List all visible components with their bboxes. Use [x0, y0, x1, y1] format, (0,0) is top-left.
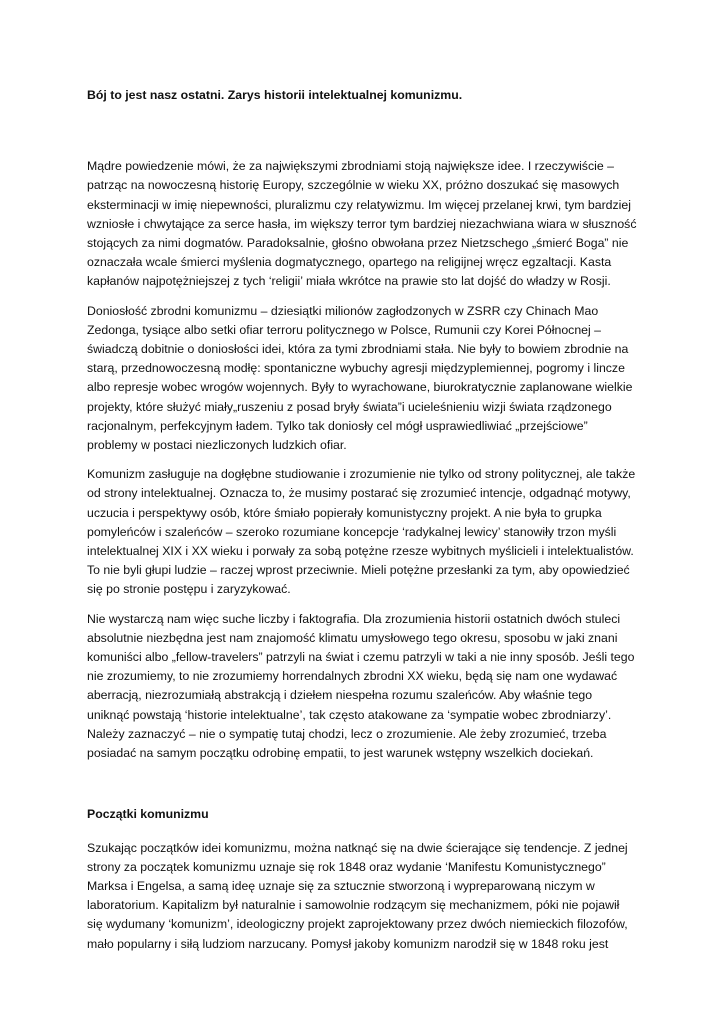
- paragraph-intro-4: Nie wystarczą nam więc suche liczby i faktografia. Dla zrozumienia historii ostatnich dwóch stuleci absolutnie niezbędna jest nam znajomość klimatu umysłowego tego okresu, sposobu w jaki znani komuniści albo „fellow-travelers” patrzyli na świat i czemu patrzyli w taki a nie inny sposób. Jeśli tego nie zrozumiemy, to nie zrozumiemy horrendalnych zbrodni XX wieku, będą się nam one wydawać aberracją, niezrozumiałą abstrakcją i dziełem niespełna rozumu szaleńców. Aby właśnie tego uniknąć powstają ‘historie intelektualne’, tak często atakowane za ‘sympatie wobec zbrodniarzy’. Należy zaznaczyć – nie o sympatię tutaj chodzi, lecz o zrozumienie. Ale żeby zrozumieć, trzeba posiadać na samym początku odrobinę empatii, to jest warunek wstępny wszelkich dociekań.: [87, 611, 635, 761]
- spacer: [87, 455, 637, 465]
- spacer: [87, 763, 637, 805]
- spacer: [87, 600, 637, 610]
- paragraph-intro-1: Mądre powiedzenie mówi, że za największymi zbrodniami stoją największe idee. I rzeczywiście – patrząc na nowoczesną historię Europy, szczególnie w wieku XX, próżno doszukać się masowych eksterminacji w imię niepewności, pluralizmu czy relatywizmu. Im więcej przelanej krwi, tym bardziej wzniosłe i chwytające za serce hasła, im większy terror tym bardziej niezachwiana wiara w słuszność stojących za nimi dogmatów. Paradoksalnie, głośno obwołana przez Nietzschego „śmierć Boga” nie oznaczała wcale śmierci myślenia dogmatycznego, opartego na religijnej wręcz egzaltacji. Kasta kapłanów najpotężniejszej z tych ‘religii’ miała wkrótce na prawie sto lat dojść do władzy w Rosji.: [87, 159, 637, 289]
- spacer: [87, 105, 637, 157]
- paragraph-intro-3: Komunizm zasługuje na dogłębne studiowanie i zrozumienie nie tylko od strony politycznej, ale także od strony intelektualnej. Oznacza to, że musimy postarać się zrozumieć intencje, odgadnąć motywy, uczucia i perspektywy osób, które śmiało popierały komunistyczny projekt. A nie była to grupka pomyleńców i szaleńców – szeroko rozumiane koncepcje ‘radykalnej lewicy’ stanowiły trzon myśli intelektualnej XIX i XX wieku i porwały za sobą potężne rzesze wybitnych myślicieli i intelektualistów. To nie byli głupi ludzie – raczej wprost przeciwnie. Mieli potężne przesłanki za tym, aby opowiedzieć się po stronie postępu i zaryzykować.: [87, 467, 636, 597]
- document-body: [87, 86, 637, 954]
- spacer: [87, 825, 637, 839]
- section-paragraph: Szukając początków idei komunizmu, można natknąć się na dwie ścierające się tendencje. Z jednej strony za początek komunizmu uznaje się rok 1848 oraz wydanie ‘Manifestu Komunistycznego” Marksa i Engelsa, a samą ideę uznaje się za sztucznie stworzoną i wypreparowaną niczym w laboratorium. Kapitalizm był naturalnie i samowolnie rodzącym się mechanizmem, póki nie pojawił się wydumany ‘komunizm’, ideologiczny projekt zaprojektowany przez dwóch niemieckich filozofów, mało popularny i siłą ludziom narzucany. Pomysł jakoby komunizm narodził się w 1848 roku jest: [87, 840, 628, 951]
- spacer: [87, 292, 637, 302]
- paragraph-intro-2: Doniosłość zbrodni komunizmu – dziesiątki milionów zagłodzonych w ZSRR czy Chinach Mao Zedonga, tysiące albo setki ofiar terroru politycznego w Polsce, Rumunii czy Korei Północnej – świadczą dobitnie o doniosłości idei, która za tymi zbrodniami stała. Nie były to bowiem zbrodnie na starą, przednowoczesną modłę: spontaniczne wybuchy agresji międzyplemiennej, pogromy i lincze albo represje wobec wrogów wojennych. Były to wyrachowane, biurokratycznie zaplanowane wielkie projekty, które służyć miały„ruszeniu z posad bryły świata”i ucieleśnieniu wizji świata rządzonego racjonalnym, perfekcyjnym ładem. Tylko tak doniosły cel mógł usprawiedliwiać „przejściowe” problemy w postaci niezliczonych ludzkich ofiar.: [87, 303, 633, 453]
- section-heading: Początki komunizmu: [87, 807, 209, 822]
- document-title: Bój to jest nasz ostatni. Zarys historii intelektualnej komunizmu.: [87, 88, 463, 102]
